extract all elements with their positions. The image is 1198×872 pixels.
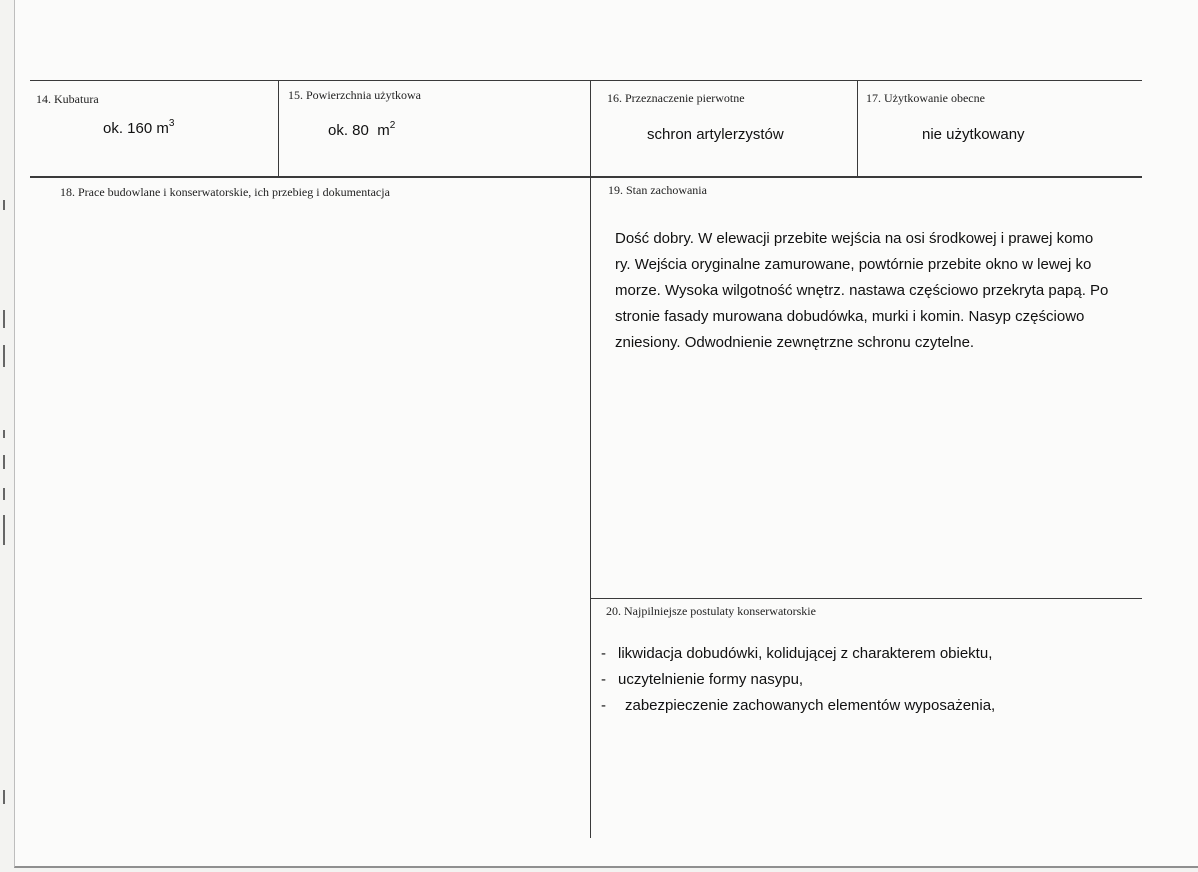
field-19-line: stronie fasady murowana dobudówka, murki i komin. Nasyp częściowo: [615, 308, 1085, 325]
field-19-label: 19. Stan zachowania: [608, 183, 707, 197]
top-border: [30, 80, 1142, 81]
field-14-label: 14. Kubatura: [36, 92, 99, 106]
list-item-text: likwidacja dobudówki, kolidującej z charakterem obiektu,: [618, 645, 993, 662]
field-19-text: [615, 226, 1143, 356]
divider-16-17: [857, 80, 858, 176]
field-19-line: ry. Wejścia oryginalne zamurowane, powtórnie przebite okno w lewej ko: [615, 256, 1092, 273]
row-20-top-border: [591, 598, 1142, 599]
field-20-label: 20. Najpilniejsze postulaty konserwatorskie: [606, 604, 816, 618]
field-19-line: zniesiony. Odwodnienie zewnętrzne schronu czytelne.: [615, 334, 975, 351]
field-19-line: Dość dobry. W elewacji przebite wejścia na osi środkowej i prawej komo: [615, 230, 1094, 247]
list-dash: -: [601, 645, 606, 662]
field-15-value: ok. 80 $m^2$: [328, 120, 396, 139]
field-15-label: 15. Powierzchnia użytkowa: [288, 88, 421, 102]
list-item-text: uczytelnienie formy nasypu,: [618, 671, 804, 688]
divider-main: [590, 80, 591, 838]
field-17-label: 17. Użytkowanie obecne: [866, 91, 985, 105]
list-dash: -: [601, 697, 606, 714]
list-item-text: zabezpieczenie zachowanych elementów wyposażenia,: [625, 697, 996, 714]
field-18-label: 18. Prace budowlane i konserwatorskie, ich przebieg i dokumentacja: [60, 185, 390, 199]
scan-margin: [0, 0, 14, 872]
divider-14-15: [278, 80, 279, 176]
field-19-line: morze. Wysoka wilgotność wnętrz. nastawa częściowo przekryta papą. Po: [615, 282, 1109, 299]
field-17-value: nie użytkowany: [922, 126, 1025, 143]
list-dash: -: [601, 671, 606, 688]
row1-bottom-border: [30, 176, 1142, 178]
field-16-value: schron artylerzystów: [647, 126, 784, 143]
field-14-value: ok. 160 $m^3$: [103, 118, 175, 137]
field-16-label: 16. Przeznaczenie pierwotne: [607, 91, 745, 105]
